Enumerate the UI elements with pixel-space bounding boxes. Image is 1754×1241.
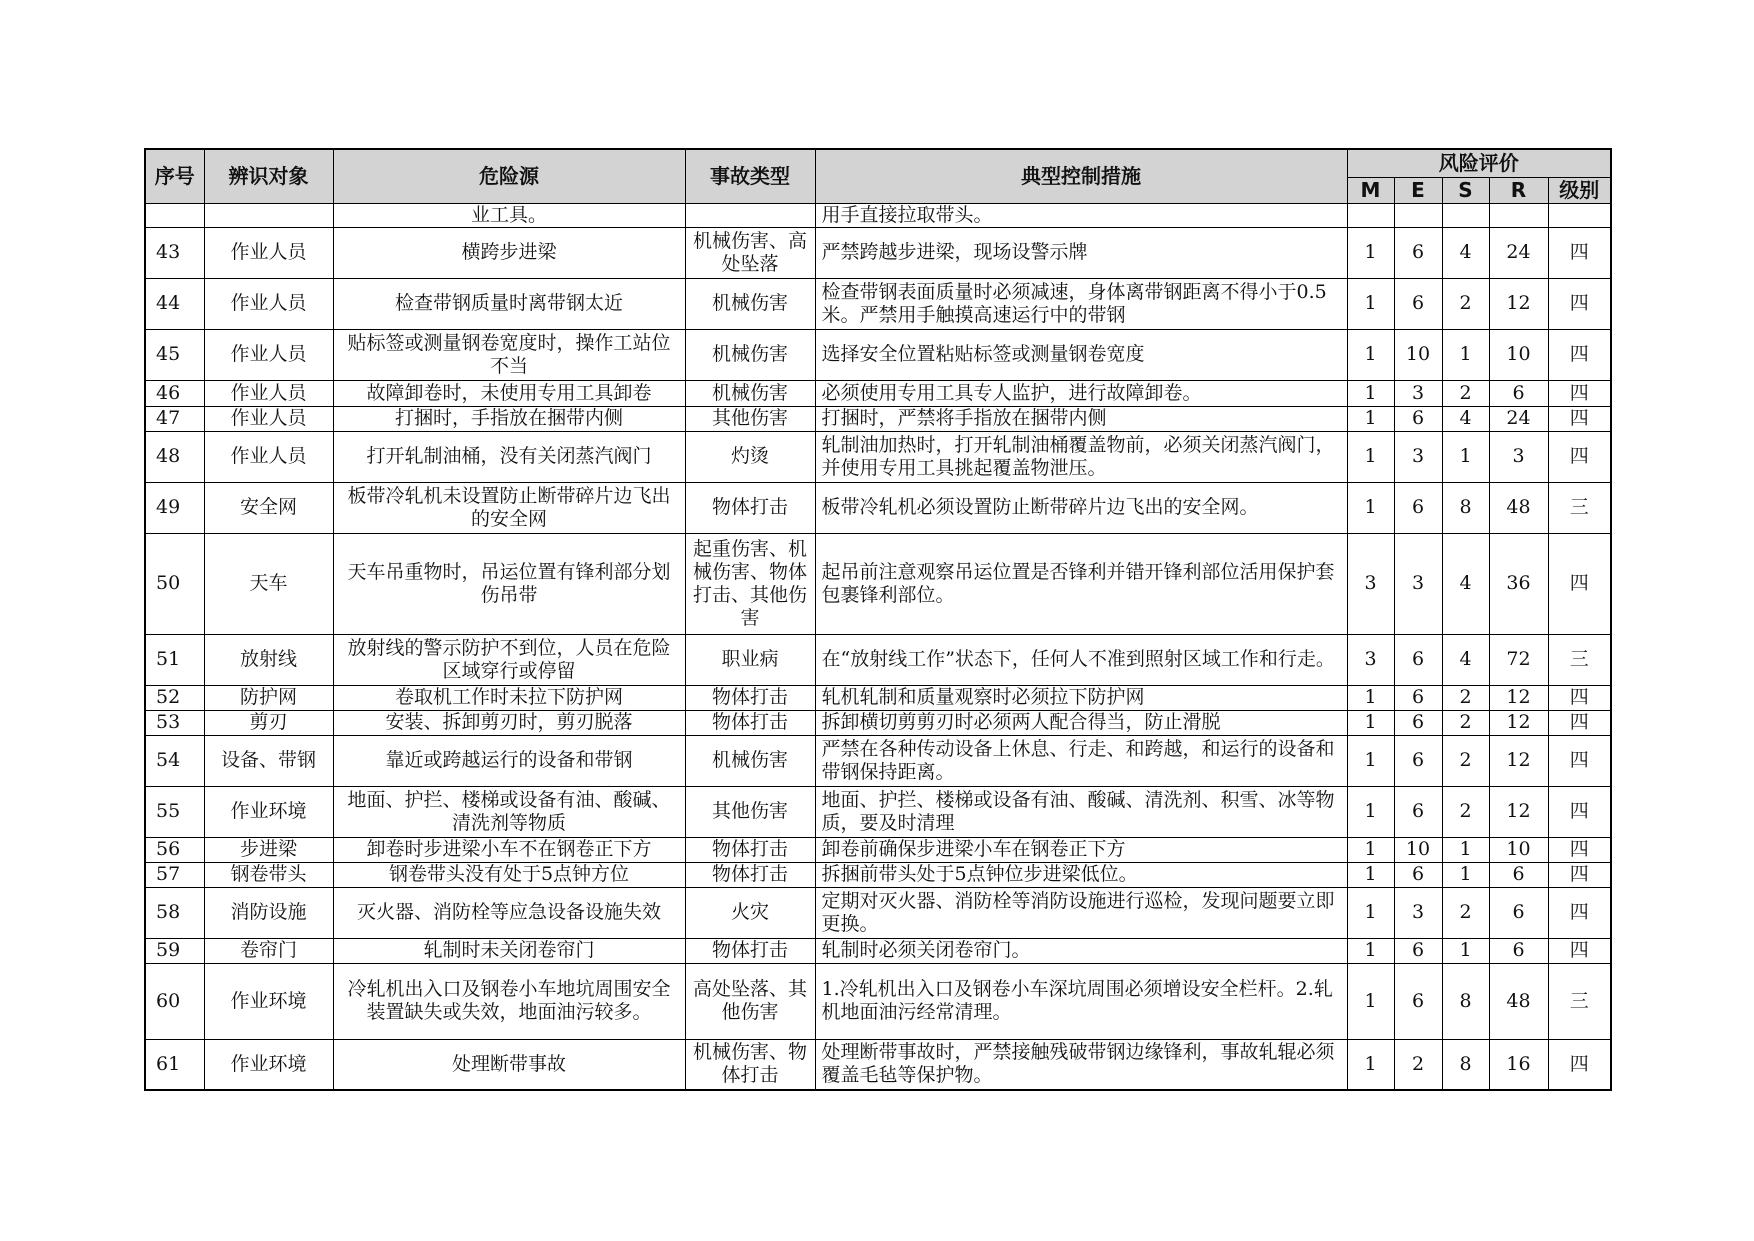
row-measures: 拆卸横切剪剪刃时必须两人配合得当，防止滑脱 <box>815 710 1347 735</box>
table-row <box>145 329 1611 380</box>
col-header-risk: 风险评价 <box>1347 149 1611 177</box>
row-level: 三 <box>1548 482 1611 533</box>
row-no: 51 <box>145 634 204 685</box>
row-measures: 轧机轧制和质量观察时必须拉下防护网 <box>815 685 1347 710</box>
row-e: 6 <box>1394 710 1442 735</box>
row-r: 10 <box>1489 837 1548 862</box>
row-m: 1 <box>1347 963 1394 1039</box>
row-measures: 卸卷前确保步进梁小车在钢卷正下方 <box>815 837 1347 862</box>
row-level: 三 <box>1548 963 1611 1039</box>
row-measures: 检查带钢表面质量时必须减速，身体离带钢距离不得小于0.5米。严禁用手触摸高速运行中的带钢 <box>815 278 1347 329</box>
row-e: 6 <box>1394 735 1442 786</box>
row-accident: 机械伤害 <box>685 278 815 329</box>
row-no: 61 <box>145 1039 204 1090</box>
risk-assessment-table <box>144 148 1612 1091</box>
row-target: 作业环境 <box>204 963 333 1039</box>
row-accident: 物体打击 <box>685 482 815 533</box>
row-m: 1 <box>1347 329 1394 380</box>
row-target: 作业人员 <box>204 278 333 329</box>
row-hazard: 业工具。 <box>333 203 685 227</box>
row-no: 56 <box>145 837 204 862</box>
row-level: 四 <box>1548 710 1611 735</box>
row-target: 作业人员 <box>204 406 333 431</box>
row-level: 四 <box>1548 278 1611 329</box>
row-hazard: 地面、护拦、楼梯或设备有油、酸碱、清洗剂等物质 <box>333 786 685 837</box>
row-s: 4 <box>1442 533 1489 634</box>
row-m: 1 <box>1347 786 1394 837</box>
row-accident: 物体打击 <box>685 710 815 735</box>
row-level: 四 <box>1548 837 1611 862</box>
row-level <box>1548 203 1611 227</box>
row-measures: 板带冷轧机必须设置防止断带碎片边飞出的安全网。 <box>815 482 1347 533</box>
row-accident: 高处坠落、其他伤害 <box>685 963 815 1039</box>
table-row <box>145 938 1611 963</box>
row-target: 放射线 <box>204 634 333 685</box>
row-level: 四 <box>1548 406 1611 431</box>
col-header-e: E <box>1394 177 1442 203</box>
row-s: 2 <box>1442 278 1489 329</box>
row-s: 1 <box>1442 431 1489 482</box>
row-target: 作业人员 <box>204 227 333 278</box>
row-target: 作业人员 <box>204 431 333 482</box>
row-hazard: 安装、拆卸剪刃时，剪刃脱落 <box>333 710 685 735</box>
row-no: 44 <box>145 278 204 329</box>
table-row <box>145 482 1611 533</box>
row-level: 四 <box>1548 887 1611 938</box>
row-s: 8 <box>1442 1039 1489 1090</box>
row-s: 2 <box>1442 887 1489 938</box>
table-row <box>145 1039 1611 1090</box>
row-m: 1 <box>1347 938 1394 963</box>
table-row <box>145 963 1611 1039</box>
col-header-level: 级别 <box>1548 177 1611 203</box>
row-r: 6 <box>1489 862 1548 887</box>
row-no: 48 <box>145 431 204 482</box>
row-e: 6 <box>1394 406 1442 431</box>
row-no: 47 <box>145 406 204 431</box>
row-hazard: 打捆时，手指放在捆带内侧 <box>333 406 685 431</box>
row-accident: 物体打击 <box>685 938 815 963</box>
row-measures: 轧制油加热时，打开轧制油桶覆盖物前，必须关闭蒸汽阀门，并使用专用工具挑起覆盖物泄压。 <box>815 431 1347 482</box>
row-accident: 物体打击 <box>685 685 815 710</box>
table-row <box>145 887 1611 938</box>
row-r: 12 <box>1489 710 1548 735</box>
row-e: 2 <box>1394 1039 1442 1090</box>
row-target: 作业环境 <box>204 1039 333 1090</box>
row-no: 55 <box>145 786 204 837</box>
row-r: 24 <box>1489 406 1548 431</box>
table-row <box>145 203 1611 227</box>
col-header-accident: 事故类型 <box>685 149 815 203</box>
row-e <box>1394 203 1442 227</box>
table-row <box>145 634 1611 685</box>
row-accident: 其他伤害 <box>685 786 815 837</box>
row-r: 72 <box>1489 634 1548 685</box>
row-level: 四 <box>1548 329 1611 380</box>
row-e: 6 <box>1394 862 1442 887</box>
row-accident: 其他伤害 <box>685 406 815 431</box>
row-accident: 机械伤害 <box>685 380 815 406</box>
row-s: 2 <box>1442 786 1489 837</box>
row-s: 1 <box>1442 329 1489 380</box>
row-hazard: 钢卷带头没有处于5点钟方位 <box>333 862 685 887</box>
table-row <box>145 431 1611 482</box>
row-e: 3 <box>1394 533 1442 634</box>
row-m: 1 <box>1347 431 1394 482</box>
row-target: 防护网 <box>204 685 333 710</box>
row-hazard: 打开轧制油桶，没有关闭蒸汽阀门 <box>333 431 685 482</box>
row-m: 3 <box>1347 533 1394 634</box>
row-s: 1 <box>1442 837 1489 862</box>
row-no: 45 <box>145 329 204 380</box>
row-m: 1 <box>1347 227 1394 278</box>
row-m: 1 <box>1347 406 1394 431</box>
row-accident: 机械伤害、高处坠落 <box>685 227 815 278</box>
row-s: 1 <box>1442 938 1489 963</box>
row-no <box>145 203 204 227</box>
col-header-target: 辨识对象 <box>204 149 333 203</box>
row-s: 2 <box>1442 380 1489 406</box>
row-m: 1 <box>1347 685 1394 710</box>
table-row <box>145 862 1611 887</box>
row-m: 1 <box>1347 837 1394 862</box>
row-target: 设备、带钢 <box>204 735 333 786</box>
row-target: 钢卷带头 <box>204 862 333 887</box>
row-r: 12 <box>1489 786 1548 837</box>
row-hazard: 故障卸卷时，未使用专用工具卸卷 <box>333 380 685 406</box>
row-hazard: 贴标签或测量钢卷宽度时，操作工站位不当 <box>333 329 685 380</box>
row-m: 1 <box>1347 380 1394 406</box>
row-accident: 机械伤害、物体打击 <box>685 1039 815 1090</box>
row-target: 作业人员 <box>204 329 333 380</box>
row-e: 10 <box>1394 837 1442 862</box>
row-hazard: 检查带钢质量时离带钢太近 <box>333 278 685 329</box>
row-hazard: 卷取机工作时未拉下防护网 <box>333 685 685 710</box>
row-hazard: 轧制时未关闭卷帘门 <box>333 938 685 963</box>
row-e: 6 <box>1394 634 1442 685</box>
row-m: 1 <box>1347 278 1394 329</box>
row-hazard: 处理断带事故 <box>333 1039 685 1090</box>
row-no: 46 <box>145 380 204 406</box>
row-r: 6 <box>1489 938 1548 963</box>
row-no: 54 <box>145 735 204 786</box>
row-target <box>204 203 333 227</box>
row-level: 四 <box>1548 786 1611 837</box>
row-e: 6 <box>1394 278 1442 329</box>
row-level: 四 <box>1548 862 1611 887</box>
row-no: 52 <box>145 685 204 710</box>
row-s: 4 <box>1442 634 1489 685</box>
row-e: 6 <box>1394 786 1442 837</box>
row-level: 四 <box>1548 938 1611 963</box>
row-measures: 严禁跨越步进梁，现场设警示牌 <box>815 227 1347 278</box>
row-m: 1 <box>1347 887 1394 938</box>
col-header-hazard: 危险源 <box>333 149 685 203</box>
row-no: 50 <box>145 533 204 634</box>
row-s: 2 <box>1442 710 1489 735</box>
row-hazard: 横跨步进梁 <box>333 227 685 278</box>
row-level: 三 <box>1548 634 1611 685</box>
row-e: 6 <box>1394 938 1442 963</box>
table-row <box>145 278 1611 329</box>
col-header-s: S <box>1442 177 1489 203</box>
col-header-no: 序号 <box>145 149 204 203</box>
row-e: 6 <box>1394 685 1442 710</box>
row-e: 3 <box>1394 887 1442 938</box>
row-no: 58 <box>145 887 204 938</box>
row-s: 8 <box>1442 482 1489 533</box>
row-r: 6 <box>1489 887 1548 938</box>
row-m: 1 <box>1347 710 1394 735</box>
row-accident: 机械伤害 <box>685 735 815 786</box>
row-level: 四 <box>1548 431 1611 482</box>
row-r: 36 <box>1489 533 1548 634</box>
row-m: 1 <box>1347 862 1394 887</box>
row-e: 6 <box>1394 482 1442 533</box>
row-measures: 起吊前注意观察吊运位置是否锋利并错开锋利部位活用保护套包裹锋利部位。 <box>815 533 1347 634</box>
row-e: 6 <box>1394 963 1442 1039</box>
row-target: 安全网 <box>204 482 333 533</box>
row-r: 10 <box>1489 329 1548 380</box>
table-row <box>145 735 1611 786</box>
row-measures: 严禁在各种传动设备上休息、行走、和跨越，和运行的设备和带钢保持距离。 <box>815 735 1347 786</box>
row-hazard: 卸卷时步进梁小车不在钢卷正下方 <box>333 837 685 862</box>
table-row <box>145 837 1611 862</box>
row-m: 1 <box>1347 482 1394 533</box>
row-r: 16 <box>1489 1039 1548 1090</box>
row-s: 2 <box>1442 685 1489 710</box>
row-measures: 拆捆前带头处于5点钟位步进梁低位。 <box>815 862 1347 887</box>
row-level: 四 <box>1548 533 1611 634</box>
row-accident <box>685 203 815 227</box>
row-no: 53 <box>145 710 204 735</box>
row-m: 1 <box>1347 735 1394 786</box>
row-no: 60 <box>145 963 204 1039</box>
row-level: 四 <box>1548 227 1611 278</box>
row-level: 四 <box>1548 380 1611 406</box>
row-level: 四 <box>1548 685 1611 710</box>
row-measures: 在“放射线工作”状态下，任何人不准到照射区域工作和行走。 <box>815 634 1347 685</box>
row-accident: 灼烫 <box>685 431 815 482</box>
table-row <box>145 685 1611 710</box>
row-r: 6 <box>1489 380 1548 406</box>
row-m: 3 <box>1347 634 1394 685</box>
row-s: 8 <box>1442 963 1489 1039</box>
row-target: 步进梁 <box>204 837 333 862</box>
row-r: 24 <box>1489 227 1548 278</box>
table-body <box>145 203 1611 1090</box>
row-measures: 必须使用专用工具专人监护，进行故障卸卷。 <box>815 380 1347 406</box>
row-s: 4 <box>1442 406 1489 431</box>
row-target: 作业人员 <box>204 380 333 406</box>
row-measures: 轧制时必须关闭卷帘门。 <box>815 938 1347 963</box>
row-no: 57 <box>145 862 204 887</box>
row-hazard: 灭火器、消防栓等应急设备设施失效 <box>333 887 685 938</box>
row-no: 49 <box>145 482 204 533</box>
row-measures: 地面、护拦、楼梯或设备有油、酸碱、清洗剂、积雪、冰等物质，要及时清理 <box>815 786 1347 837</box>
row-s: 1 <box>1442 862 1489 887</box>
row-accident: 物体打击 <box>685 862 815 887</box>
row-level: 四 <box>1548 735 1611 786</box>
row-measures: 1.冷轧机出入口及钢卷小车深坑周围必须增设安全栏杆。2.轧机地面油污经常清理。 <box>815 963 1347 1039</box>
row-e: 3 <box>1394 431 1442 482</box>
row-r: 12 <box>1489 278 1548 329</box>
row-m <box>1347 203 1394 227</box>
row-s: 2 <box>1442 735 1489 786</box>
row-r: 12 <box>1489 685 1548 710</box>
row-accident: 火灾 <box>685 887 815 938</box>
row-measures: 用手直接拉取带头。 <box>815 203 1347 227</box>
row-hazard: 靠近或跨越运行的设备和带钢 <box>333 735 685 786</box>
row-s <box>1442 203 1489 227</box>
row-hazard: 天车吊重物时，吊运位置有锋利部分划伤吊带 <box>333 533 685 634</box>
table-row <box>145 533 1611 634</box>
row-measures: 打捆时，严禁将手指放在捆带内侧 <box>815 406 1347 431</box>
table-row <box>145 406 1611 431</box>
row-r: 48 <box>1489 482 1548 533</box>
row-target: 作业环境 <box>204 786 333 837</box>
row-measures: 选择安全位置粘贴标签或测量钢卷宽度 <box>815 329 1347 380</box>
row-accident: 物体打击 <box>685 837 815 862</box>
row-target: 剪刃 <box>204 710 333 735</box>
table-row <box>145 786 1611 837</box>
table-row <box>145 227 1611 278</box>
row-hazard: 板带冷轧机未设置防止断带碎片边飞出的安全网 <box>333 482 685 533</box>
row-r <box>1489 203 1548 227</box>
table-row <box>145 710 1611 735</box>
row-accident: 职业病 <box>685 634 815 685</box>
row-e: 10 <box>1394 329 1442 380</box>
table-row <box>145 380 1611 406</box>
row-s: 4 <box>1442 227 1489 278</box>
row-accident: 起重伤害、机械伤害、物体打击、其他伤害 <box>685 533 815 634</box>
col-header-measures: 典型控制措施 <box>815 149 1347 203</box>
row-r: 12 <box>1489 735 1548 786</box>
row-e: 6 <box>1394 227 1442 278</box>
row-measures: 处理断带事故时，严禁接触残破带钢边缘锋利，事故轧辊必须覆盖毛毡等保护物。 <box>815 1039 1347 1090</box>
row-no: 43 <box>145 227 204 278</box>
col-header-m: M <box>1347 177 1394 203</box>
row-r: 3 <box>1489 431 1548 482</box>
row-target: 天车 <box>204 533 333 634</box>
row-hazard: 放射线的警示防护不到位，人员在危险区域穿行或停留 <box>333 634 685 685</box>
col-header-r: R <box>1489 177 1548 203</box>
row-hazard: 冷轧机出入口及钢卷小车地坑周围安全装置缺失或失效，地面油污较多。 <box>333 963 685 1039</box>
row-m: 1 <box>1347 1039 1394 1090</box>
row-target: 卷帘门 <box>204 938 333 963</box>
row-no: 59 <box>145 938 204 963</box>
row-e: 3 <box>1394 380 1442 406</box>
row-measures: 定期对灭火器、消防栓等消防设施进行巡检，发现问题要立即更换。 <box>815 887 1347 938</box>
row-accident: 机械伤害 <box>685 329 815 380</box>
row-r: 48 <box>1489 963 1548 1039</box>
row-level: 四 <box>1548 1039 1611 1090</box>
row-target: 消防设施 <box>204 887 333 938</box>
